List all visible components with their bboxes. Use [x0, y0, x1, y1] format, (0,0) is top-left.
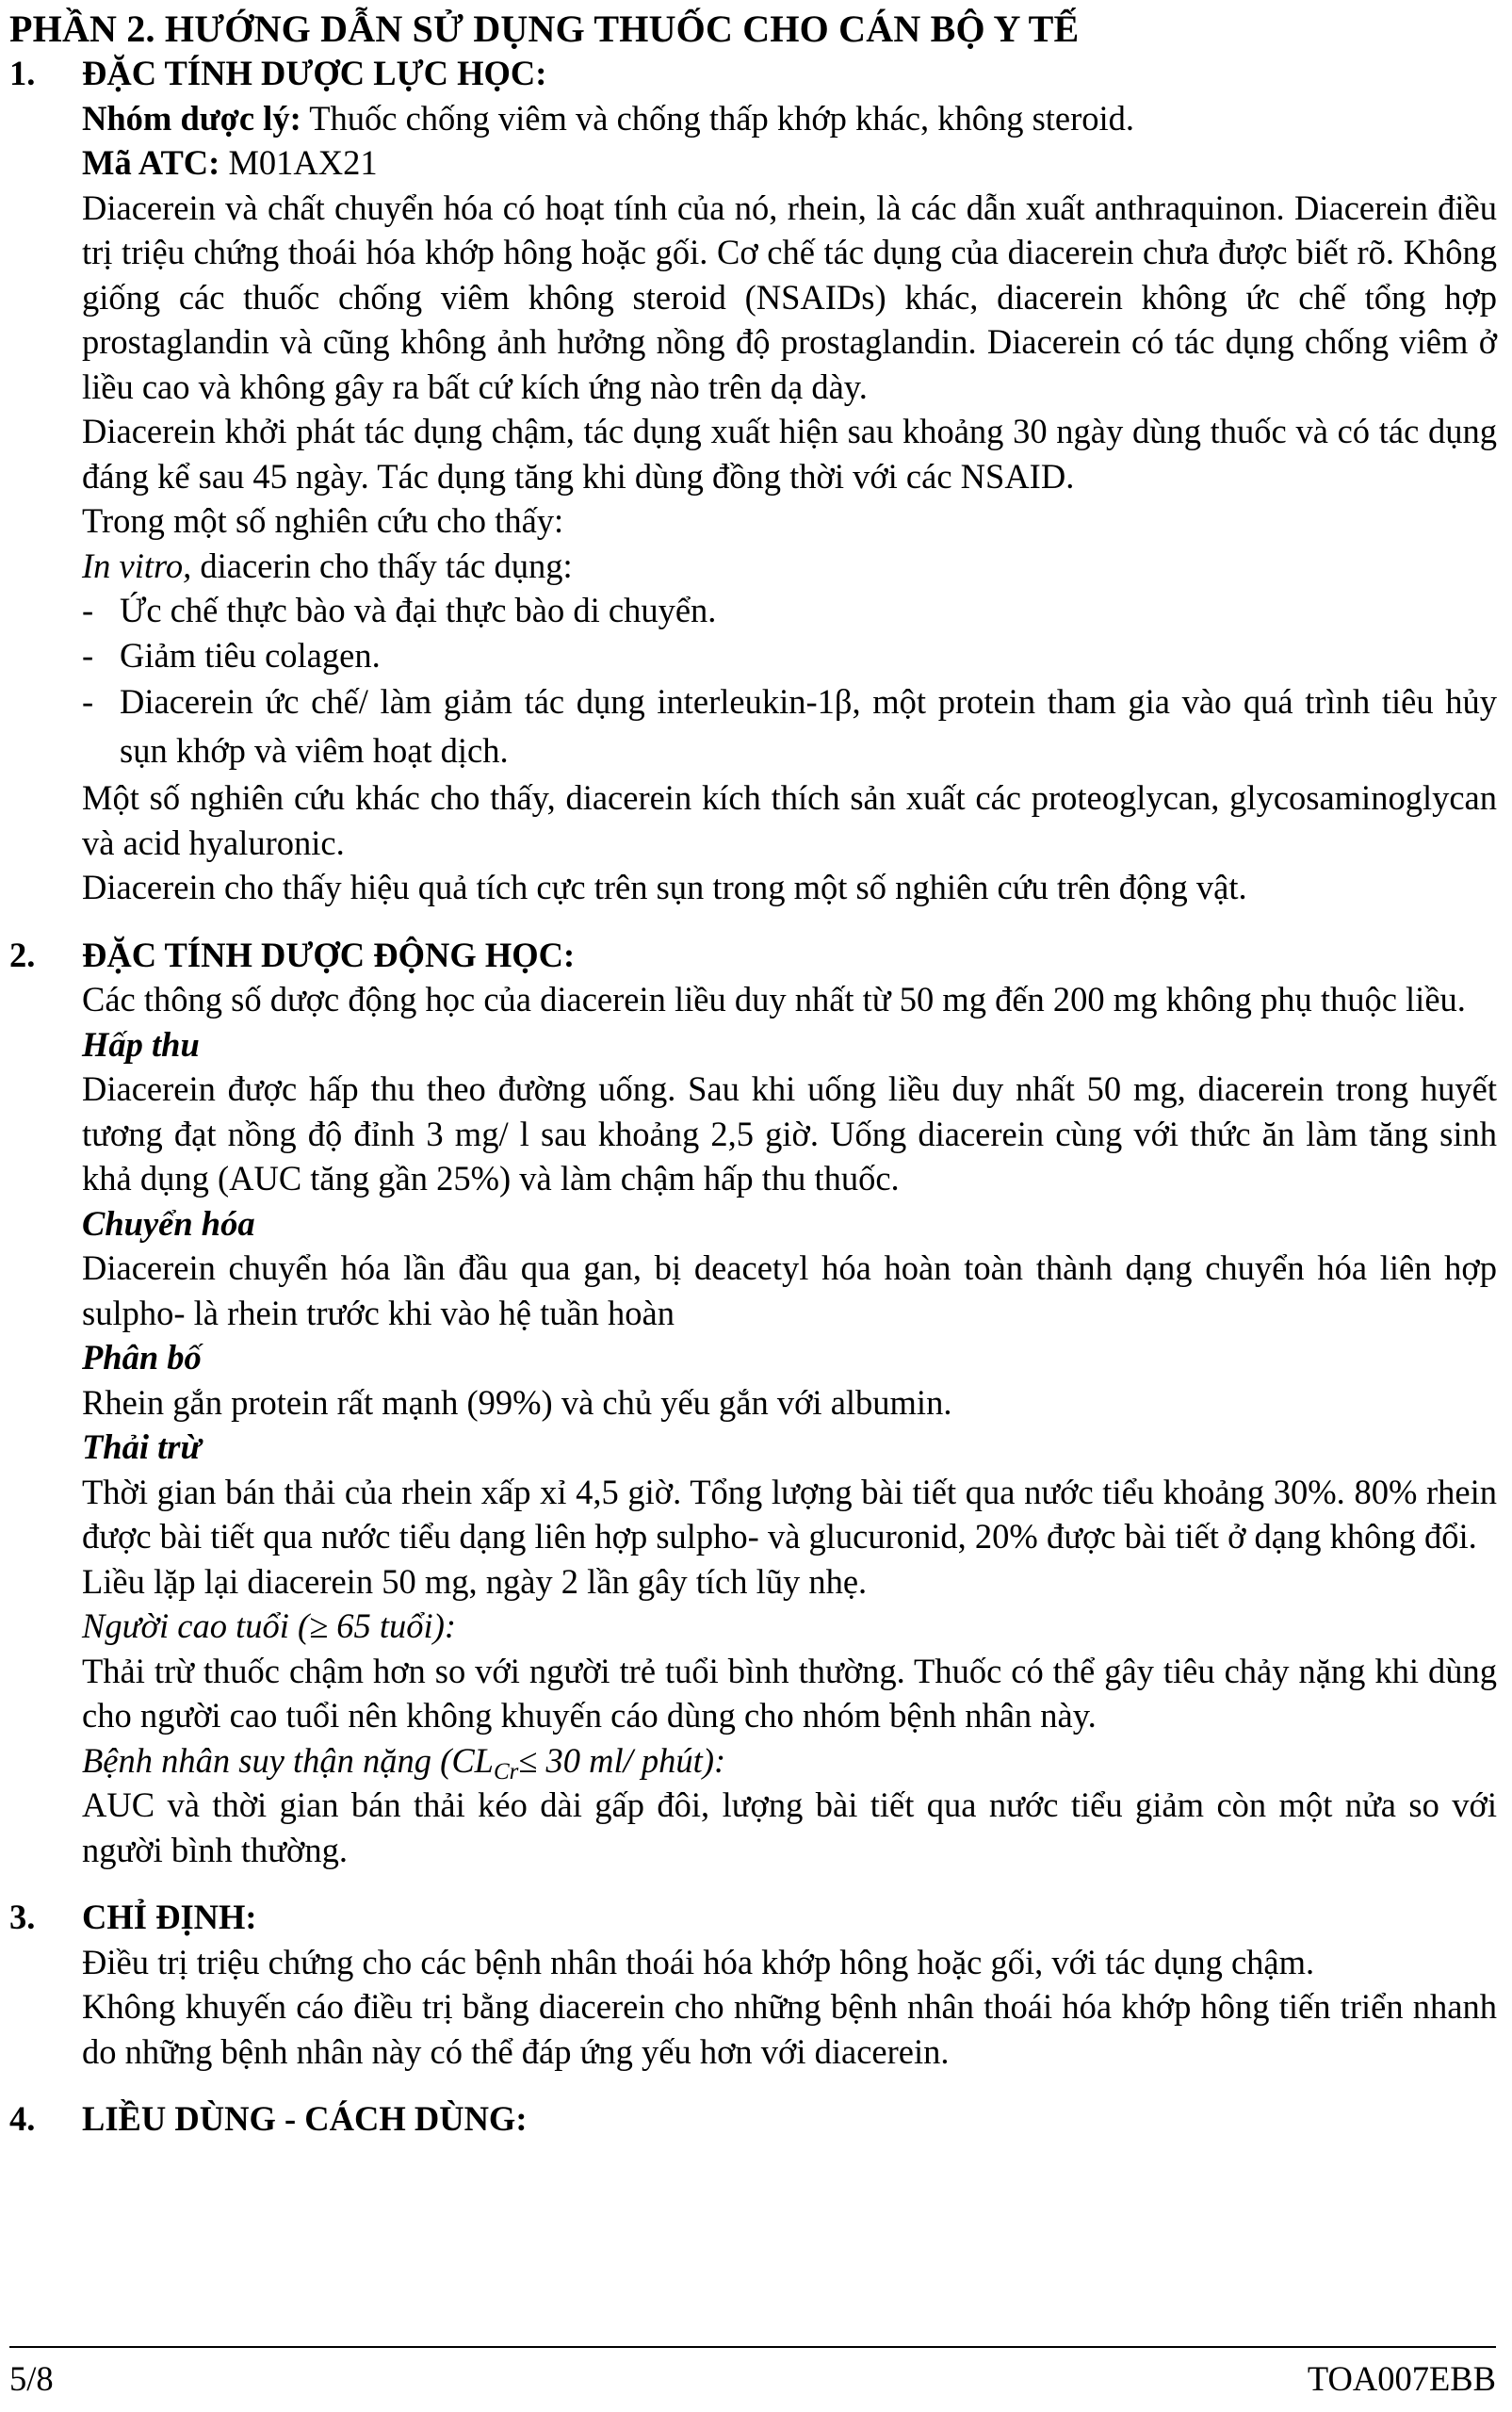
- list-item: [82, 633, 1497, 678]
- list-dash: -: [82, 635, 94, 675]
- section-title: ĐẶC TÍNH DƯỢC LỰC HỌC:: [82, 54, 547, 92]
- section-title: LIỀU DÙNG - CÁCH DÙNG:: [82, 2099, 528, 2138]
- list-dash: -: [82, 591, 94, 629]
- subheading-renal: [82, 1738, 1497, 1784]
- section-4-heading: [9, 2096, 1497, 2142]
- field-value: M01AX21: [219, 143, 378, 182]
- paragraph: Các thông số dược động học của diacerein liều duy nhất từ 50 mg đến 200 mg không phụ thuộc liều.: [82, 980, 1466, 1019]
- list-item: [82, 588, 1497, 633]
- list-item-text: Giảm tiêu colagen.: [120, 635, 381, 675]
- subheading-elimination: Thải trừ: [82, 1427, 202, 1466]
- section-title: CHỈ ĐỊNH:: [82, 1898, 257, 1936]
- paragraph: Diacerein khởi phát tác dụng chậm, tác dụng xuất hiện sau khoảng 30 ngày dùng thuốc và có tác dụng đáng kể sau 45 ngày. Tác dụng tăng khi dùng đồng thời với các NSAID.: [82, 412, 1497, 496]
- paragraph: Thời gian bán thải của rhein xấp xỉ 4,5 giờ. Tổng lượng bài tiết qua nước tiểu khoảng 30%. 80% rhein được bài tiết qua nước tiểu dạng liên hợp sulpho- và glucuronid, 20% được bài tiết ở dạng không đổi.: [82, 1472, 1497, 1556]
- section-title: ĐẶC TÍNH DƯỢC ĐỘNG HỌC:: [82, 935, 576, 974]
- paragraph: Diacerein chuyển hóa lần đầu qua gan, bị deacetyl hóa hoàn toàn thành dạng chuyển hóa liên hợp sulpho- là rhein trước khi vào hệ tuần hoàn: [82, 1248, 1497, 1332]
- list-item: [82, 677, 1497, 775]
- footer-divider: [9, 2346, 1496, 2348]
- section-1-body: [82, 96, 1497, 910]
- paragraph: Rhein gắn protein rất mạnh (99%) và chủ yếu gắn với albumin.: [82, 1382, 952, 1422]
- paragraph: AUC và thời gian bán thải kéo dài gấp đôi, lượng bài tiết qua nước tiểu giảm còn một nửa so với người bình thường.: [82, 1785, 1497, 1869]
- subheading-metabolism: Chuyển hóa: [82, 1203, 255, 1243]
- paragraph: Một số nghiên cứu khác cho thấy, diacerein kích thích sản xuất các proteoglycan, glycosaminoglycan và acid hyaluronic.: [82, 778, 1497, 862]
- page-number: 5/8: [9, 2359, 54, 2398]
- atc-code: [82, 140, 1497, 186]
- section-2-body: [82, 977, 1497, 1872]
- page-title: PHẦN 2. HƯỚNG DẪN SỬ DỤNG THUỐC CHO CÁN BỘ Y TẾ: [9, 8, 1080, 50]
- renal-heading-text: ≤ 30 ml/ phút):: [518, 1740, 726, 1780]
- section-1-heading: [9, 51, 1497, 96]
- paragraph: Diacerein và chất chuyển hóa có hoạt tính của nó, rhein, là các dẫn xuất anthraquinon. Diacerein điều trị triệu chứng thoái hóa khớp hông hoặc gối. Cơ chế tác dụng của diacerein chưa được biết rõ. Không giống các thuốc chống viêm không steroid (NSAIDs) khác, diacerein không ức chế tổng hợp prostaglandin và cũng không ảnh hưởng nồng độ prostaglandin. Diacerein có tác dụng chống viêm ở liều cao và không gây ra bất cứ kích ứng nào trên dạ dày.: [82, 187, 1497, 406]
- section-number: 1.: [9, 54, 36, 92]
- pharmacologic-group: [82, 96, 1497, 141]
- page-footer: [9, 2358, 1496, 2400]
- subheading-absorption: Hấp thu: [82, 1024, 200, 1064]
- renal-heading-text: Bệnh nhân suy thận nặng (CL: [82, 1740, 494, 1780]
- list-item-text: Diacerein ức chế/ làm giảm tác dụng interleukin-1β, một protein tham gia vào quá trình tiêu hủy sụn khớp và viêm hoạt dịch.: [120, 682, 1497, 770]
- field-label: Nhóm dược lý:: [82, 98, 301, 138]
- list-item-text: Ức chế thực bào và đại thực bào di chuyển.: [120, 591, 717, 629]
- paragraph-text: diacerin cho thấy tác dụng:: [191, 546, 573, 585]
- section-3-heading: [9, 1895, 1497, 1940]
- paragraph: Liều lặp lại diacerein 50 mg, ngày 2 lần gây tích lũy nhẹ.: [82, 1561, 868, 1601]
- in-vitro-line: [82, 544, 1497, 589]
- section-number: 3.: [9, 1898, 36, 1936]
- paragraph: Không khuyến cáo điều trị bằng diacerein cho những bệnh nhân thoái hóa khớp hông tiến triển nhanh do những bệnh nhân này có thể đáp ứng yếu hơn với diacerein.: [82, 1987, 1497, 2071]
- paragraph: Diacerein cho thấy hiệu quả tích cực trên sụn trong một số nghiên cứu trên động vật.: [82, 868, 1247, 906]
- list-dash: -: [82, 682, 94, 721]
- document-code: TOA007EBB: [1307, 2359, 1496, 2398]
- section-number: 2.: [9, 935, 36, 974]
- section-3-body: [82, 1940, 1497, 2075]
- paragraph: Trong một số nghiên cứu cho thấy:: [82, 501, 564, 540]
- subscript: Cr: [493, 1758, 519, 1785]
- paragraph: Thải trừ thuốc chậm hơn so với người trẻ tuổi bình thường. Thuốc có thể gây tiêu chảy nặng khi dùng cho người cao tuổi nên không khuyến cáo dùng cho nhóm bệnh nhân này.: [82, 1651, 1497, 1735]
- subheading-elderly: Người cao tuổi (≥ 65 tuổi):: [82, 1606, 457, 1645]
- section-number: 4.: [9, 2099, 36, 2138]
- paragraph: Diacerein được hấp thu theo đường uống. Sau khi uống liều duy nhất 50 mg, diacerein trong huyết tương đạt nồng độ đỉnh 3 mg/ l sau khoảng 2,5 giờ. Uống diacerein cùng với thức ăn làm tăng sinh khả dụng (AUC tăng gần 25%) và làm chậm hấp thu thuốc.: [82, 1069, 1497, 1198]
- field-label: Mã ATC:: [82, 143, 220, 182]
- section-2-heading: [9, 933, 1497, 978]
- italic-label: In vitro,: [82, 546, 192, 585]
- paragraph: Điều trị triệu chứng cho các bệnh nhân thoái hóa khớp hông hoặc gối, với tác dụng chậm.: [82, 1942, 1315, 1981]
- field-value: Thuốc chống viêm và chống thấp khớp khác, không steroid.: [301, 98, 1135, 138]
- subheading-distribution: Phân bố: [82, 1338, 202, 1377]
